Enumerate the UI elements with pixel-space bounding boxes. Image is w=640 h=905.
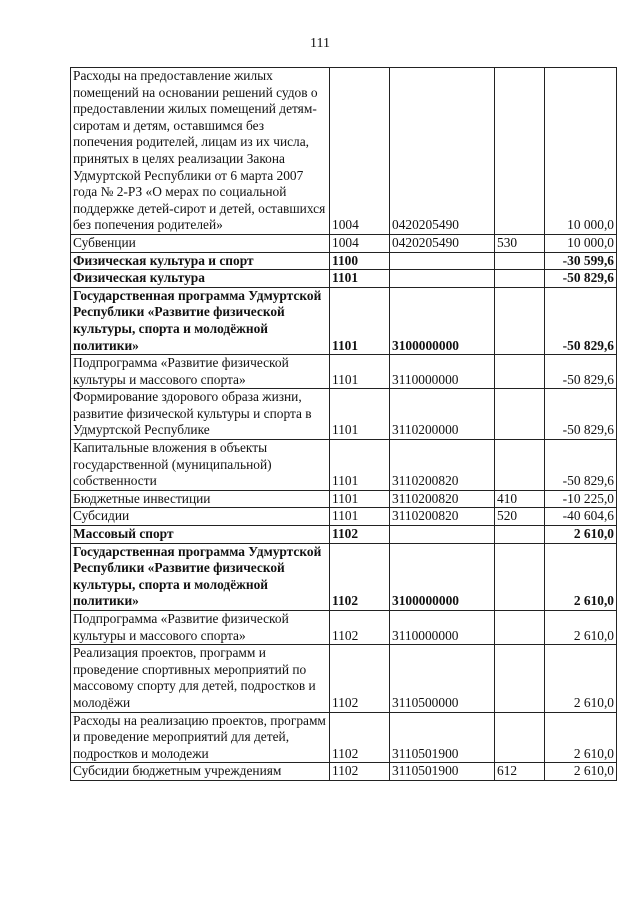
amount-cell: -40 604,6 (545, 508, 617, 526)
section-code-cell: 1004 (330, 68, 390, 235)
expense-kind-cell (495, 543, 545, 610)
expense-kind-cell: 612 (495, 763, 545, 781)
target-article-cell: 0420205490 (390, 234, 495, 252)
expense-kind-cell (495, 68, 545, 235)
target-article-cell: 3110000000 (390, 355, 495, 389)
section-code-cell: 1102 (330, 645, 390, 712)
section-code-cell: 1101 (330, 287, 390, 354)
table-row (71, 611, 617, 645)
table-row (71, 234, 617, 252)
target-article-cell: 3110000000 (390, 611, 495, 645)
section-code-cell: 1100 (330, 252, 390, 270)
expense-name-cell: Государственная программа Удмуртской Республики «Развитие физической культуры, спорта и молодёжной политики» (71, 287, 330, 354)
expense-name-cell: Расходы на предоставление жилых помещений на основании решений судов о предоставлении жилых помещений детям-сиротам и детям, оставшимся без попечения родителей, лицам из их числа, принятых в целях реализации Закона Удмуртской Республики от 6 марта 2007 года № 2-РЗ «О мерах по социальной поддержке детей-сирот и детей, оставшихся без попечения родителей» (71, 68, 330, 235)
expense-name-cell: Капитальные вложения в объекты государственной (муниципальной) собственности (71, 440, 330, 491)
target-article-cell (390, 252, 495, 270)
target-article-cell: 3110501900 (390, 712, 495, 763)
expense-name-cell: Субсидии (71, 508, 330, 526)
expense-kind-cell: 410 (495, 490, 545, 508)
amount-cell: 2 610,0 (545, 526, 617, 544)
table-row (71, 287, 617, 354)
expense-name-cell: Физическая культура (71, 270, 330, 288)
section-code-cell: 1101 (330, 490, 390, 508)
table-row (71, 490, 617, 508)
target-article-cell: 3100000000 (390, 543, 495, 610)
table-row (71, 252, 617, 270)
expense-kind-cell (495, 252, 545, 270)
amount-cell: 2 610,0 (545, 543, 617, 610)
section-code-cell: 1101 (330, 389, 390, 440)
expense-kind-cell (495, 355, 545, 389)
target-article-cell: 3110200000 (390, 389, 495, 440)
amount-cell: -50 829,6 (545, 440, 617, 491)
table-row (71, 645, 617, 712)
target-article-cell (390, 526, 495, 544)
target-article-cell: 3110200820 (390, 440, 495, 491)
target-article-cell: 3110200820 (390, 490, 495, 508)
expense-kind-cell (495, 526, 545, 544)
section-code-cell: 1102 (330, 543, 390, 610)
target-article-cell: 3110501900 (390, 763, 495, 781)
expense-name-cell: Государственная программа Удмуртской Республики «Развитие физической культуры, спорта и молодёжной политики» (71, 543, 330, 610)
table-row (71, 543, 617, 610)
section-code-cell: 1102 (330, 763, 390, 781)
target-article-cell: 3100000000 (390, 287, 495, 354)
table-row (71, 508, 617, 526)
amount-cell: -50 829,6 (545, 389, 617, 440)
expense-kind-cell (495, 645, 545, 712)
expense-kind-cell (495, 389, 545, 440)
expense-name-cell: Реализация проектов, программ и проведение спортивных мероприятий по массовому спорту для детей, подростков и молодёжи (71, 645, 330, 712)
expense-kind-cell (495, 287, 545, 354)
section-code-cell: 1102 (330, 611, 390, 645)
expense-name-cell: Подпрограмма «Развитие физической культуры и массового спорта» (71, 611, 330, 645)
expense-kind-cell (495, 270, 545, 288)
section-code-cell: 1102 (330, 712, 390, 763)
amount-cell: 10 000,0 (545, 234, 617, 252)
expense-name-cell: Физическая культура и спорт (71, 252, 330, 270)
amount-cell: 10 000,0 (545, 68, 617, 235)
section-code-cell: 1004 (330, 234, 390, 252)
expense-name-cell: Подпрограмма «Развитие физической культуры и массового спорта» (71, 355, 330, 389)
expense-kind-cell: 530 (495, 234, 545, 252)
page-number: 111 (310, 36, 330, 51)
amount-cell: 2 610,0 (545, 645, 617, 712)
expense-kind-cell (495, 712, 545, 763)
amount-cell: 2 610,0 (545, 611, 617, 645)
expense-name-cell: Субсидии бюджетным учреждениям (71, 763, 330, 781)
table-row (71, 712, 617, 763)
table-row (71, 68, 617, 235)
expense-name-cell: Субвенции (71, 234, 330, 252)
target-article-cell: 0420205490 (390, 68, 495, 235)
table-row (71, 763, 617, 781)
expense-name-cell: Расходы на реализацию проектов, программ и проведение мероприятий для детей, подростков и молодежи (71, 712, 330, 763)
expense-name-cell: Формирование здорового образа жизни, развитие физической культуры и спорта в Удмуртской Республике (71, 389, 330, 440)
expense-name-cell: Бюджетные инвестиции (71, 490, 330, 508)
amount-cell: 2 610,0 (545, 763, 617, 781)
amount-cell: -50 829,6 (545, 287, 617, 354)
table-row (71, 440, 617, 491)
target-article-cell (390, 270, 495, 288)
table-row (71, 526, 617, 544)
section-code-cell: 1102 (330, 526, 390, 544)
amount-cell: -50 829,6 (545, 355, 617, 389)
expense-kind-cell (495, 440, 545, 491)
expense-kind-cell: 520 (495, 508, 545, 526)
amount-cell: -10 225,0 (545, 490, 617, 508)
table-row (71, 355, 617, 389)
section-code-cell: 1101 (330, 508, 390, 526)
target-article-cell: 3110500000 (390, 645, 495, 712)
amount-cell: -50 829,6 (545, 270, 617, 288)
table-row (71, 389, 617, 440)
table-row (71, 270, 617, 288)
expense-kind-cell (495, 611, 545, 645)
budget-table (70, 67, 617, 781)
section-code-cell: 1101 (330, 440, 390, 491)
section-code-cell: 1101 (330, 270, 390, 288)
amount-cell: 2 610,0 (545, 712, 617, 763)
amount-cell: -30 599,6 (545, 252, 617, 270)
expense-name-cell: Массовый спорт (71, 526, 330, 544)
section-code-cell: 1101 (330, 355, 390, 389)
target-article-cell: 3110200820 (390, 508, 495, 526)
budget-table-body (71, 68, 617, 781)
